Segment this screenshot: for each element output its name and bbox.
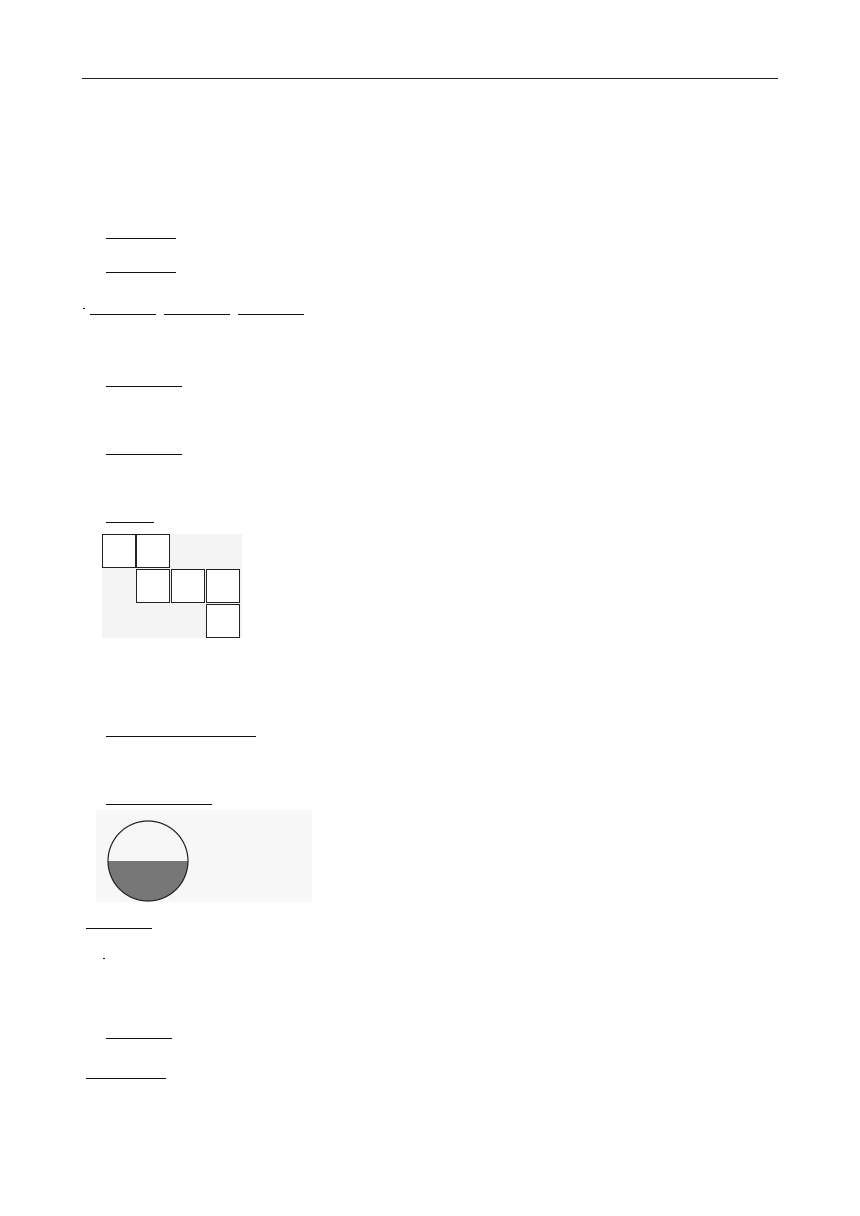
q3-line2 xyxy=(102,370,186,390)
q1-part-a xyxy=(102,222,180,242)
q7-line2 xyxy=(102,788,216,808)
q4-line2 xyxy=(102,438,186,458)
q1-a-blank[interactable] xyxy=(106,224,176,239)
q5-line2 xyxy=(102,506,158,526)
q9-line2 xyxy=(102,1022,176,1042)
q8-fraction xyxy=(103,958,105,959)
q2-blank-3[interactable] xyxy=(238,300,304,315)
header-rule xyxy=(82,78,778,79)
q10-line xyxy=(82,1058,170,1082)
q4-blank[interactable] xyxy=(106,440,182,455)
cube-face-she xyxy=(136,534,170,568)
q6-line3 xyxy=(102,720,260,740)
cube-face-mei xyxy=(136,569,170,603)
q8-frac-num[interactable] xyxy=(103,958,105,959)
q1-part-b xyxy=(102,256,180,276)
q8-blank[interactable] xyxy=(86,914,152,929)
q2-line xyxy=(82,298,308,318)
q7-blank[interactable] xyxy=(106,790,212,805)
q9-blank[interactable] xyxy=(106,1024,172,1039)
cube-face-yuan xyxy=(206,604,240,638)
circle-transform-figure xyxy=(96,810,312,902)
q6-blank[interactable] xyxy=(106,722,256,737)
q8-line1 xyxy=(82,912,778,932)
cube-face-li xyxy=(171,569,205,603)
q1-b-blank[interactable] xyxy=(106,258,176,273)
q8-line2 xyxy=(102,948,106,968)
q3-blank[interactable] xyxy=(106,372,182,387)
cube-face-jian xyxy=(102,534,136,568)
q10-blank[interactable] xyxy=(86,1064,166,1079)
q2-blank-2[interactable] xyxy=(164,300,230,315)
q2-fraction xyxy=(83,308,85,309)
q5-blank[interactable] xyxy=(106,508,154,523)
q2-frac-num xyxy=(83,308,85,309)
q2-blank-1[interactable] xyxy=(90,300,156,315)
cube-face-jia xyxy=(206,569,240,603)
